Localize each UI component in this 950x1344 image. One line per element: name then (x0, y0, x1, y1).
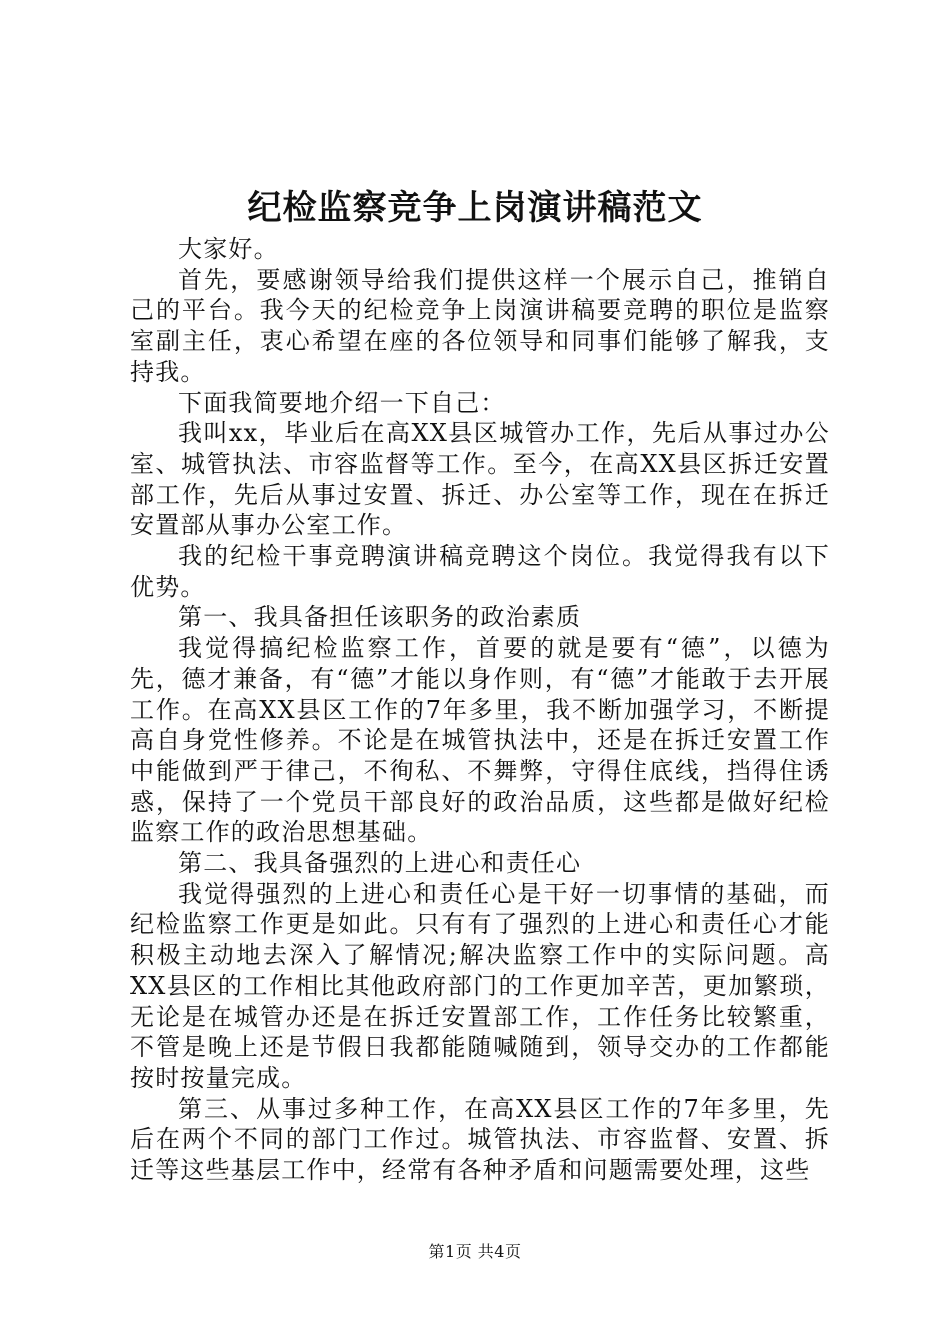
paragraph-third-point: 第三、从事过多种工作，在高XX县区工作的7年多里，先后在两个不同的部门工作过。城管执法、市容监督、安置、拆迁等这些基层工作中，经常有各种矛盾和问题需要处理，这些 (130, 1094, 830, 1185)
paragraph-self-intro-lead: 下面我简要地介绍一下自己： (178, 388, 506, 417)
paragraph-first-point: 我觉得搞纪检监察工作，首要的就是要有“德”，以德为先，德才兼备，有“德”才能以身作则，有“德”才能敢于去开展工作。在高XX县区工作的7年多里，我不断加强学习，不断提高自身党性修养。不论是在城管执法中，还是在拆迁安置工作中能做到严于律己，不徇私、不舞弊，守得住底线，挡得住诱惑，保持了一个党员干部良好的政治品质，这些都是做好纪检监察工作的政治思想基础。 (130, 634, 830, 847)
document-body (130, 234, 830, 1186)
heading-first-point: 第一、我具备担任该职务的政治素质 (178, 603, 582, 632)
paragraph-work-history: 我叫xx，毕业后在高XX县区城管办工作，先后从事过办公室、城管执法、市容监督等工作。至今，在高XX县区拆迁安置部工作，先后从事过安置、拆迁、办公室等工作，现在在拆迁安置部从事办公室工作。 (130, 419, 830, 540)
paragraph-second-point: 我觉得强烈的上进心和责任心是干好一切事情的基础，而纪检监察工作更是如此。只有有了强烈的上进心和责任心才能积极主动地去深入了解情况;解决监察工作中的实际问题。高XX县区的工作相比其他政府部门的工作更加辛苦，更加繁琐，无论是在城管办还是在拆迁安置部工作，工作任务比较繁重，不管是晚上还是节假日我都能随喊随到，领导交办的工作都能按时按量完成。 (130, 879, 830, 1092)
document-title: 纪检监察竞争上岗演讲稿范文 (247, 188, 703, 228)
page-footer: 第1页 共4页 (428, 1242, 522, 1261)
paragraph-greeting: 大家好。 (178, 235, 279, 263)
paragraph-intro: 首先，要感谢领导给我们提供这样一个展示自己，推销自己的平台。我今天的纪检竞争上岗演讲稿要竞聘的职位是监察室副主任，衷心希望在座的各位领导和同事们能够了解我，支持我。 (130, 265, 830, 386)
paragraph-advantages-lead: 我的纪检干事竞聘演讲稿竞聘这个岗位。我觉得我有以下优势。 (130, 542, 830, 601)
heading-second-point: 第二、我具备强烈的上进心和责任心 (178, 849, 582, 878)
